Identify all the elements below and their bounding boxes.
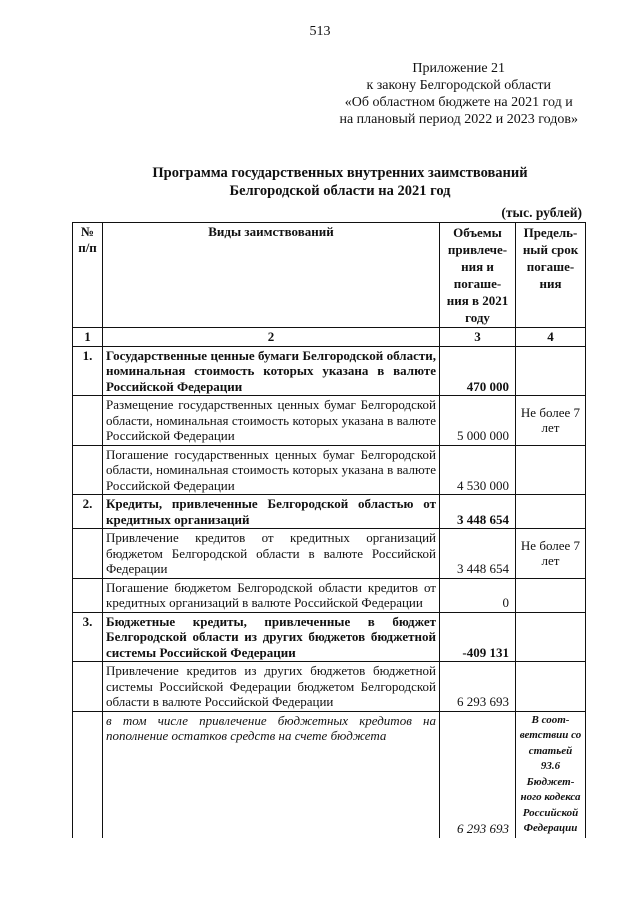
row-desc: Размещение государственных ценных бумаг Белгородской области, номинальная стоимость которых указана в валюте Российской Федерации xyxy=(103,396,440,446)
table-row xyxy=(73,612,586,662)
row-num xyxy=(73,578,103,612)
col-number: 3 xyxy=(440,328,516,347)
column-number-row xyxy=(73,328,586,347)
row-term: В соот-ветствии со статьей 93.6 Бюджет-ного кодекса Российской Федерации xyxy=(516,711,586,838)
table-row xyxy=(73,662,586,712)
row-num xyxy=(73,529,103,579)
units-label: (тыс. рублей) xyxy=(501,205,582,220)
header-volume: Объемы привлече-ния и погаше-ния в 2021 году xyxy=(440,223,516,328)
document-title xyxy=(0,164,640,200)
borrowings-table xyxy=(72,222,586,838)
table-row xyxy=(73,396,586,446)
row-amount: 4 530 000 xyxy=(440,445,516,495)
row-term xyxy=(516,445,586,495)
row-desc: Кредиты, привлеченные Белгородской областью от кредитных организаций xyxy=(103,495,440,529)
row-amount: 6 293 693 xyxy=(440,711,516,838)
row-desc: Погашение государственных ценных бумаг Белгородской области, номинальная стоимость которых указана в валюте Российской Федерации xyxy=(103,445,440,495)
appendix-line-1: Приложение 21 xyxy=(412,61,506,76)
row-num: 1. xyxy=(73,346,103,396)
row-desc: Привлечение кредитов от кредитных организаций бюджетом Белгородской области в валюте Российской Федерации xyxy=(103,529,440,579)
row-term xyxy=(516,662,586,712)
appendix-line-2: к закону Белгородской области xyxy=(366,78,552,93)
row-term xyxy=(516,612,586,662)
table-row xyxy=(73,578,586,612)
row-desc: в том числе привлечение бюджетных кредитов на пополнение остатков средств на счете бюджета xyxy=(103,711,440,838)
row-amount: 0 xyxy=(440,578,516,612)
row-desc: Государственные ценные бумаги Белгородской области, номинальная стоимость которых указана в валюте Российской Федерации xyxy=(103,346,440,396)
row-term: Не более 7 лет xyxy=(516,396,586,446)
header-term: Предель-ный срок погаше-ния xyxy=(516,223,586,328)
row-amount: 470 000 xyxy=(440,346,516,396)
row-num xyxy=(73,396,103,446)
row-amount: 3 448 654 xyxy=(440,529,516,579)
row-num: 3. xyxy=(73,612,103,662)
row-desc: Бюджетные кредиты, привлеченные в бюджет Белгородской области из других бюджетов бюджетной системы Российской Федерации xyxy=(103,612,440,662)
row-term xyxy=(516,346,586,396)
table-row xyxy=(73,445,586,495)
appendix-line-3: «Об областном бюджете на 2021 год и xyxy=(344,95,573,110)
page-number: 513 xyxy=(309,24,331,39)
table-row xyxy=(73,711,586,838)
col-number: 4 xyxy=(516,328,586,347)
row-term xyxy=(516,578,586,612)
row-amount: 3 448 654 xyxy=(440,495,516,529)
header-num: № п/п xyxy=(73,223,103,328)
row-term: Не более 7 лет xyxy=(516,529,586,579)
title-line-1: Программа государственных внутренних заимствований xyxy=(152,165,528,181)
table-row xyxy=(73,346,586,396)
header-type: Виды заимствований xyxy=(103,223,440,328)
row-desc: Погашение бюджетом Белгородской области кредитов от кредитных организаций в валюте Российской Федерации xyxy=(103,578,440,612)
title-line-2: Белгородской области на 2021 год xyxy=(229,183,451,199)
table-row xyxy=(73,529,586,579)
row-num xyxy=(73,662,103,712)
row-amount: 5 000 000 xyxy=(440,396,516,446)
row-num xyxy=(73,711,103,838)
table-header-row xyxy=(73,223,586,328)
row-amount: 6 293 693 xyxy=(440,662,516,712)
row-amount: -409 131 xyxy=(440,612,516,662)
appendix-header xyxy=(339,60,578,128)
col-number: 2 xyxy=(103,328,440,347)
row-term xyxy=(516,495,586,529)
col-number: 1 xyxy=(73,328,103,347)
row-num: 2. xyxy=(73,495,103,529)
table-row xyxy=(73,495,586,529)
row-num xyxy=(73,445,103,495)
appendix-line-4: на плановый период 2022 и 2023 годов» xyxy=(339,112,578,127)
row-desc: Привлечение кредитов из других бюджетов бюджетной системы Российской Федерации бюджетом Белгородской области в валюте Российской Федерации xyxy=(103,662,440,712)
